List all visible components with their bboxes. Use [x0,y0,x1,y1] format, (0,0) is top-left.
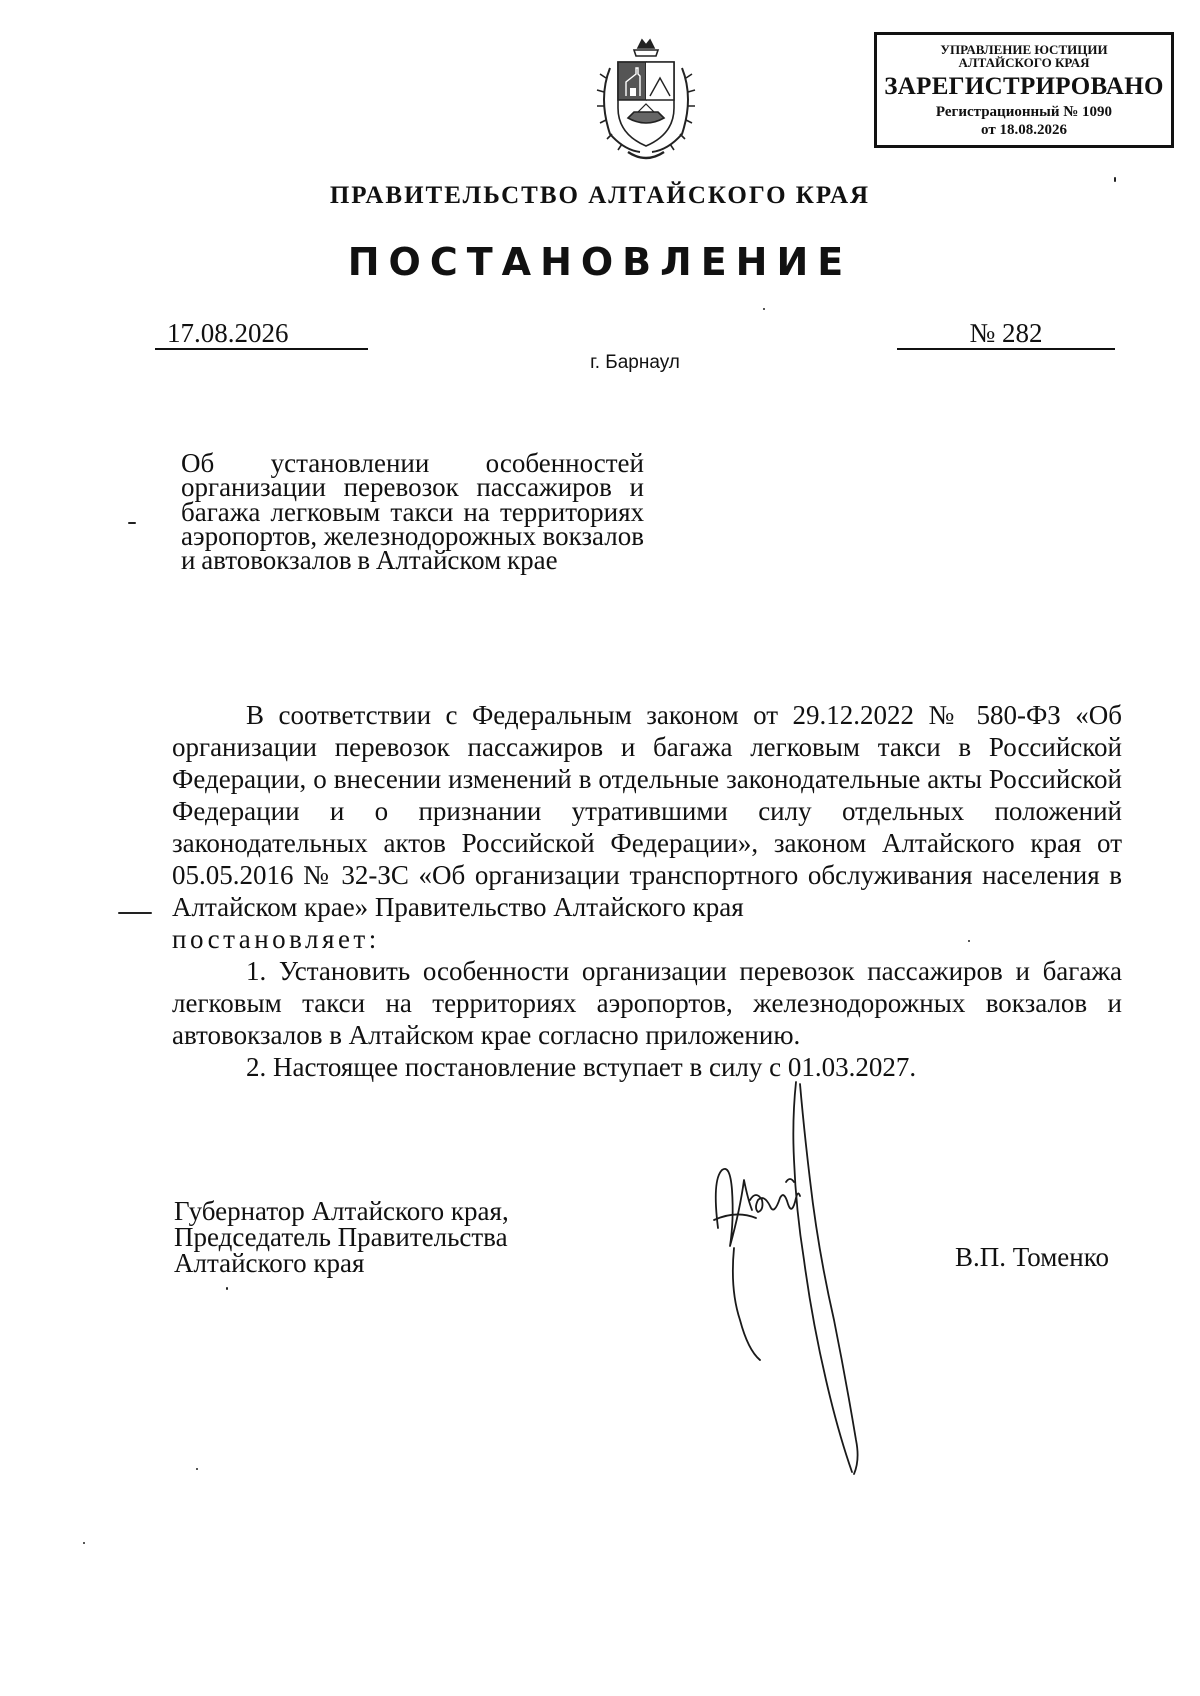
document-subject: Об установлении особенностей организации перевозок пассажиров и багажа легковым такси на территориях аэропортов, железнодорожных вокзалов и автовокзалов в Алтайском крае [181,448,644,576]
signer-title-line2: Председатель Правительства [174,1222,508,1252]
item-2-paragraph [172,1051,1122,1083]
stamp-organization-line2: АЛТАЙСКОГО КРАЯ [958,55,1090,70]
signature-icon [700,1060,900,1480]
document-date: 17.08.2026 [155,318,368,350]
document-type-heading: ПОСТАНОВЛЕНИЕ [347,240,853,284]
registration-stamp [874,32,1174,148]
item-2-text: 2. Настоящее постановление вступает в силу с 01.03.2027. [246,1052,917,1082]
signer-title [174,1198,594,1276]
scan-speck [83,1542,85,1544]
document-body [172,699,1122,1083]
scan-speck [763,308,765,310]
item-1-paragraph [172,955,1122,1051]
document-city: г. Барнаул [590,352,680,373]
scan-speck [226,1287,228,1290]
decree-paragraph [172,923,1122,955]
decree-word: постановляет: [172,924,380,954]
scan-speck [968,940,970,942]
scan-speck [1114,177,1116,182]
signer-title-line3: Алтайского края [174,1248,365,1278]
stamp-organization-line1: УПРАВЛЕНИЕ ЮСТИЦИИ [940,42,1108,57]
signer-title-line1: Губернатор Алтайского края, [174,1196,509,1226]
scan-mark [118,912,152,914]
item-1-text: 1. Установить особенности организации перевозок пассажиров и багажа легковым такси на территориях аэропортов, железнодорожных вокзалов и автовокзалов в Алтайском крае согласно приложению. [172,956,1122,1050]
stamp-registration-date: от 18.08.2026 [981,122,1067,138]
preamble-paragraph [172,699,1122,923]
signer-name: В.П. Томенко [955,1242,1109,1272]
stamp-status: ЗАРЕГИСТРИРОВАНО [884,73,1164,100]
stamp-registration-number: Регистрационный № 1090 [935,104,1113,120]
preamble-text: В соответствии с Федеральным законом от 29.12.2022 № 580-ФЗ «Об организации перевозок пассажиров и багажа легковым такси в Российской Федерации, о внесении изменений в отдельные законодательные акты Российской Федерации и о признании утратившими силу отдельных положений законодательных актов Российской Федерации», законом Алтайского края от 05.05.2016 № 32-ЗС «Об организации транспортного обслуживания населения в Алтайском крае» Правительство Алтайского края [172,700,1122,922]
scan-mark [128,522,136,524]
government-title: ПРАВИТЕЛЬСТВО АЛТАЙСКОГО КРАЯ [329,182,871,209]
coat-of-arms-icon [588,38,704,164]
document-number: № 282 [897,318,1115,350]
scan-speck [196,1468,198,1470]
